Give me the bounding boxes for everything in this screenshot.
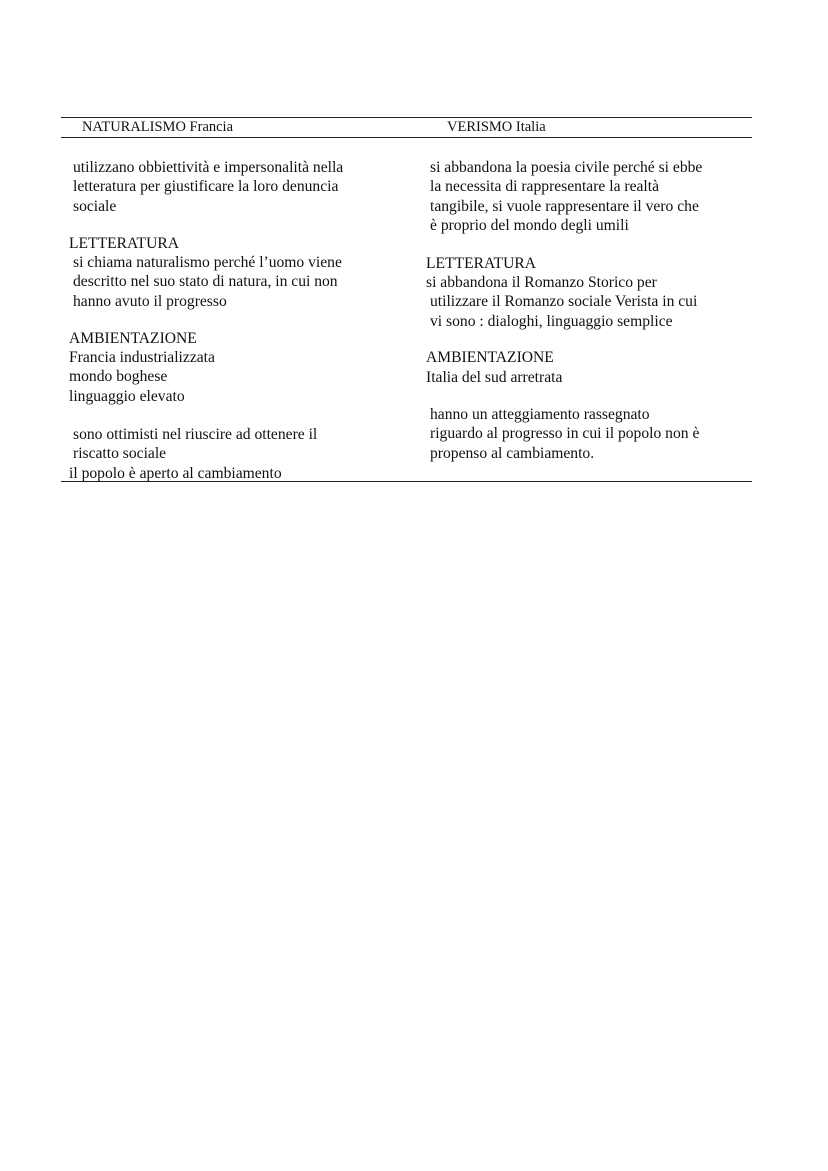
text-line: tangibile, si vuole rappresentare il vero che [430, 197, 699, 215]
text-line: utilizzare il Romanzo sociale Verista in cui [430, 293, 698, 311]
naturalismo-atteggiamento [69, 425, 318, 483]
text-line: sociale [73, 197, 117, 215]
text-line: propenso al cambiamento. [430, 444, 595, 462]
verismo-intro [430, 158, 702, 235]
column-header-naturalismo: NATURALISMO Francia [82, 119, 234, 135]
text-line: il popolo è aperto al cambiamento [69, 464, 282, 482]
verismo-ambientazione-heading: AMBIENTAZIONE [426, 349, 554, 366]
text-line: descritto nel suo stato di natura, in cui non [73, 273, 338, 291]
text-line: si abbandona la poesia civile perché si ebbe [430, 159, 703, 176]
text-line: sono ottimisti nel riuscire ad ottenere il [73, 426, 318, 443]
text-line: mondo boghese [69, 368, 168, 386]
text-line: riguardo al progresso in cui il popolo non è [430, 425, 700, 443]
verismo-letteratura [426, 273, 697, 331]
text-line: hanno un atteggiamento rassegnato [430, 406, 650, 423]
text-line: linguaggio elevato [69, 387, 185, 405]
text-line: Francia industrializzata [69, 349, 215, 366]
table-top-rule [61, 117, 752, 118]
column-header-verismo: VERISMO Italia [447, 119, 546, 135]
naturalismo-intro [73, 158, 343, 216]
text-line: si abbandona il Romanzo Storico per [426, 274, 657, 291]
text-line: la necessita di rappresentare la realtà [430, 178, 660, 196]
naturalismo-ambientazione-heading: AMBIENTAZIONE [69, 330, 197, 347]
text-line: vi sono : dialoghi, linguaggio semplice [430, 312, 673, 330]
verismo-ambientazione [426, 368, 562, 387]
text-line: Italia del sud arretrata [426, 369, 563, 386]
text-line: si chiama naturalismo perché l’uomo viene [73, 254, 342, 271]
verismo-atteggiamento [430, 405, 699, 463]
naturalismo-letteratura-heading: LETTERATURA [69, 235, 180, 252]
table-header-rule [61, 137, 752, 138]
verismo-letteratura-heading: LETTERATURA [426, 255, 537, 272]
naturalismo-ambientazione [69, 348, 215, 406]
text-line: utilizzano obbiettività e impersonalità nella [73, 159, 344, 176]
text-line: riscatto sociale [73, 445, 167, 463]
text-line: letteratura per giustificare la loro denuncia [73, 178, 339, 196]
text-line: è proprio del mondo degli umili [430, 216, 629, 234]
naturalismo-letteratura [73, 253, 342, 311]
text-line: hanno avuto il progresso [73, 292, 227, 310]
